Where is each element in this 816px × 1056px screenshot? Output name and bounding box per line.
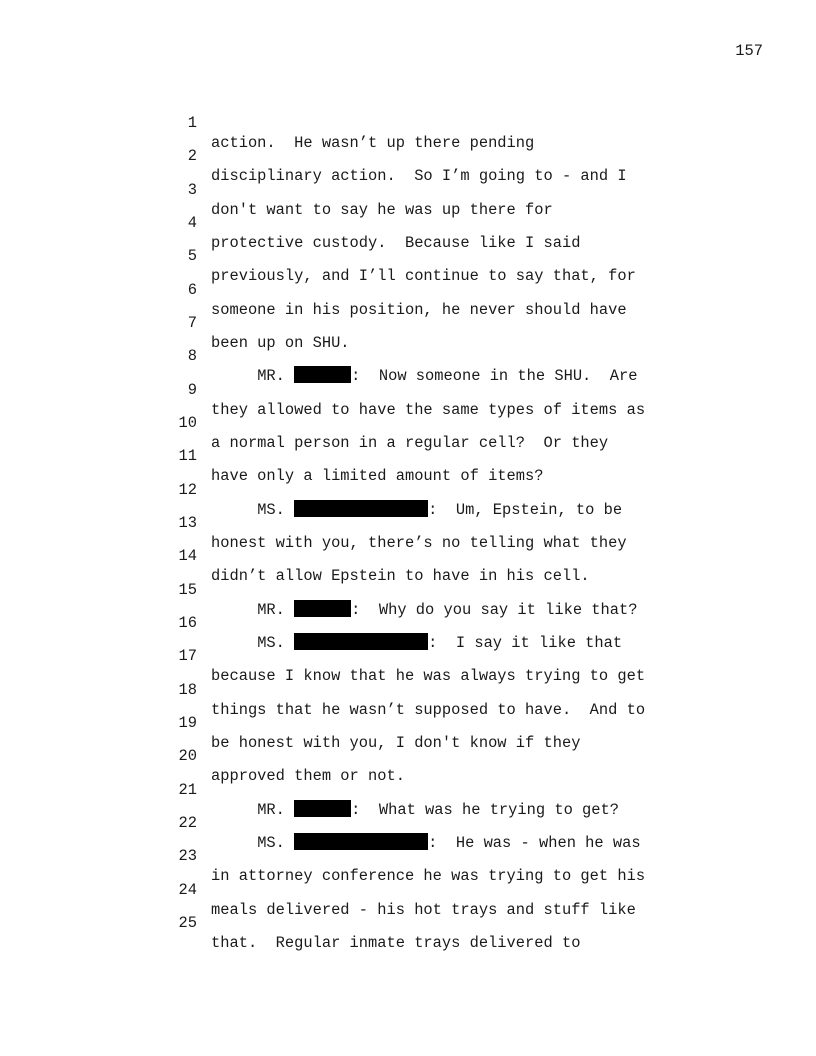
- line-number: 14: [178, 547, 197, 565]
- line-number: 5: [187, 247, 197, 265]
- redaction-block: [294, 800, 351, 817]
- line-text: in attorney conference he was trying to get his: [211, 867, 646, 885]
- line-number: 2: [187, 147, 197, 165]
- redaction-block: [294, 366, 351, 383]
- transcript-line: [0, 293, 350, 352]
- line-number: 13: [178, 514, 197, 532]
- line-text: : Um, Epstein, to be: [428, 501, 623, 519]
- line-text: : What was he trying to get?: [351, 801, 619, 819]
- line-text: been up on SHU.: [211, 334, 350, 352]
- line-text: action. He wasn’t up there pending: [211, 134, 535, 152]
- line-text: be honest with you, I don't know if they: [211, 734, 581, 752]
- line-number: 17: [178, 647, 197, 665]
- line-number: 1: [187, 114, 197, 132]
- line-number: 10: [178, 414, 197, 432]
- speaker-title: MR.: [257, 801, 285, 819]
- line-number: 4: [187, 214, 197, 232]
- line-number: 22: [178, 814, 197, 832]
- line-number: 12: [178, 481, 197, 499]
- line-text: don't want to say he was up there for: [211, 201, 553, 219]
- line-number: 18: [178, 681, 197, 699]
- line-text: protective custody. Because like I said: [211, 234, 581, 252]
- speaker-title: MR.: [257, 367, 285, 385]
- line-number: 6: [187, 281, 197, 299]
- line-number: 11: [178, 447, 197, 465]
- page-number: 157: [735, 42, 763, 60]
- redaction-block: [294, 833, 428, 850]
- line-text: meals delivered - his hot trays and stuff like: [211, 901, 636, 919]
- line-number: 16: [178, 614, 197, 632]
- line-text: : I say it like that: [428, 634, 623, 652]
- line-number: 7: [187, 314, 197, 332]
- line-number: 23: [178, 847, 197, 865]
- line-text: didn’t allow Epstein to have in his cell.: [211, 567, 590, 585]
- line-text: a normal person in a regular cell? Or they: [211, 434, 609, 452]
- speaker-title: MR.: [257, 601, 285, 619]
- redaction-block: [294, 600, 351, 617]
- line-text: have only a limited amount of items?: [211, 467, 544, 485]
- line-number: 8: [187, 347, 197, 365]
- line-number: 21: [178, 781, 197, 799]
- line-text: previously, and I’ll continue to say that, for: [211, 267, 636, 285]
- speaker-title: MS.: [257, 834, 285, 852]
- redaction-block: [294, 500, 428, 517]
- line-number: 20: [178, 747, 197, 765]
- line-text: disciplinary action. So I’m going to - and I: [211, 167, 627, 185]
- line-text: approved them or not.: [211, 767, 405, 785]
- line-text: that. Regular inmate trays delivered to: [211, 934, 581, 952]
- line-number: 3: [187, 181, 197, 199]
- speaker-title: MS.: [257, 501, 285, 519]
- transcript-line: [0, 93, 535, 152]
- line-text: they allowed to have the same types of items as: [211, 401, 646, 419]
- line-text: things that he wasn’t supposed to have. And to: [211, 701, 646, 719]
- redaction-block: [294, 633, 428, 650]
- line-number: 15: [178, 581, 197, 599]
- line-text: : Why do you say it like that?: [351, 601, 638, 619]
- line-text: because I know that he was always trying to get: [211, 667, 646, 685]
- line-number: 24: [178, 881, 197, 899]
- line-number: 25: [178, 914, 197, 932]
- line-text: honest with you, there’s no telling what they: [211, 534, 627, 552]
- line-text: : He was - when he was: [428, 834, 641, 852]
- speaker-title: MS.: [257, 634, 285, 652]
- line-text: someone in his position, he never should have: [211, 301, 627, 319]
- line-number: 9: [187, 381, 197, 399]
- line-number: 19: [178, 714, 197, 732]
- line-text: : Now someone in the SHU. Are: [351, 367, 638, 385]
